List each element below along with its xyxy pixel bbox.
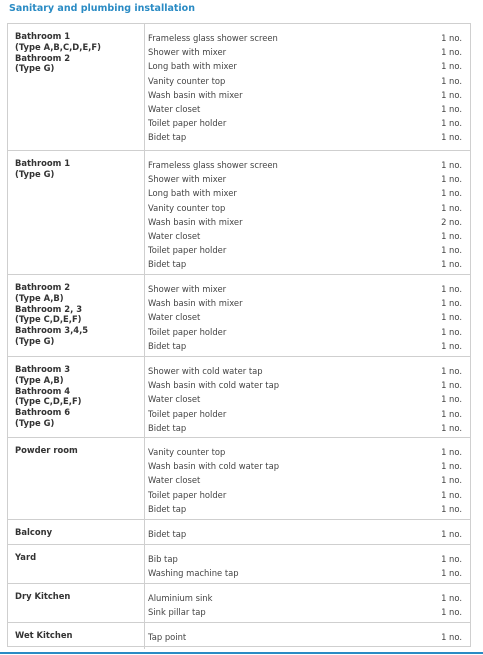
item-name: Shower with mixer xyxy=(148,284,227,294)
list-item xyxy=(148,229,462,243)
list-item xyxy=(148,257,462,271)
item-name: Bidet tap xyxy=(148,259,187,270)
list-item xyxy=(148,392,462,406)
list-item xyxy=(148,215,462,229)
room-cell xyxy=(8,24,145,150)
item-list xyxy=(148,527,462,541)
table-row xyxy=(8,24,470,150)
item-quantity: 1 no. xyxy=(441,103,462,114)
item-quantity: 1 no. xyxy=(441,75,462,86)
list-item xyxy=(148,364,462,378)
table-row xyxy=(8,544,470,584)
item-name: Frameless glass shower screen xyxy=(148,33,278,43)
list-item xyxy=(148,552,462,566)
item-quantity: 1 no. xyxy=(441,312,462,323)
item-list xyxy=(148,552,462,580)
item-name: Aluminium sink xyxy=(148,593,213,603)
table-row xyxy=(8,356,470,438)
item-list xyxy=(148,282,462,353)
room-label: Bathroom 1 (Type G) xyxy=(15,158,71,179)
room-label: Powder room xyxy=(15,445,78,455)
item-quantity: 1 no. xyxy=(441,366,462,376)
list-item xyxy=(148,172,462,186)
item-quantity: 1 no. xyxy=(441,475,462,486)
item-name: Long bath with mixer xyxy=(148,188,237,199)
item-name: Bidet tap xyxy=(148,422,187,433)
item-quantity: 1 no. xyxy=(441,503,462,514)
list-item xyxy=(148,186,462,200)
item-name: Shower with mixer xyxy=(148,174,227,185)
list-item xyxy=(148,130,462,144)
list-item xyxy=(148,102,462,116)
room-cell xyxy=(8,545,145,584)
list-item xyxy=(148,296,462,310)
list-item xyxy=(148,201,462,215)
item-name: Long bath with mixer xyxy=(148,61,237,72)
item-name: Vanity counter top xyxy=(148,202,226,213)
item-quantity: 1 no. xyxy=(441,33,462,43)
item-quantity: 1 no. xyxy=(441,259,462,270)
item-quantity: 1 no. xyxy=(441,529,462,539)
item-name: Water closet xyxy=(148,103,201,114)
item-name: Frameless glass shower screen xyxy=(148,160,278,170)
list-item xyxy=(148,310,462,324)
item-quantity: 1 no. xyxy=(441,461,462,472)
item-quantity: 1 no. xyxy=(441,160,462,170)
item-name: Water closet xyxy=(148,312,201,323)
list-item xyxy=(148,45,462,59)
item-list xyxy=(148,158,462,272)
table-row xyxy=(8,519,470,545)
item-quantity: 1 no. xyxy=(441,188,462,199)
item-quantity: 1 no. xyxy=(441,447,462,457)
table-row xyxy=(8,622,470,649)
item-quantity: 1 no. xyxy=(441,408,462,419)
item-quantity: 1 no. xyxy=(441,202,462,213)
item-list xyxy=(148,591,462,619)
list-item xyxy=(148,421,462,435)
item-list xyxy=(148,364,462,435)
list-item xyxy=(148,282,462,296)
item-name: Toilet paper holder xyxy=(148,118,227,129)
item-name: Sink pillar tap xyxy=(148,607,206,618)
item-name: Bidet tap xyxy=(148,132,187,143)
item-name: Water closet xyxy=(148,394,201,405)
item-quantity: 1 no. xyxy=(441,326,462,337)
item-name: Wash basin with mixer xyxy=(148,89,243,100)
room-label: Balcony xyxy=(15,527,53,537)
item-name: Washing machine tap xyxy=(148,568,239,579)
item-name: Wash basin with cold water tap xyxy=(148,380,280,391)
item-name: Toilet paper holder xyxy=(148,245,227,256)
item-name: Wash basin with mixer xyxy=(148,298,243,309)
item-name: Water closet xyxy=(148,475,201,486)
item-quantity: 1 no. xyxy=(441,554,462,564)
item-quantity: 1 no. xyxy=(441,230,462,241)
item-name: Vanity counter top xyxy=(148,447,226,457)
list-item xyxy=(148,630,462,644)
room-cell xyxy=(8,520,145,545)
item-name: Bidet tap xyxy=(148,340,187,351)
room-cell xyxy=(8,584,145,623)
item-quantity: 1 no. xyxy=(441,632,462,642)
list-item xyxy=(148,605,462,619)
item-name: Water closet xyxy=(148,230,201,241)
bottom-divider xyxy=(0,652,483,654)
list-item xyxy=(148,116,462,130)
item-name: Bib tap xyxy=(148,554,178,564)
room-cell xyxy=(8,357,145,438)
item-name: Toilet paper holder xyxy=(148,489,227,500)
list-item xyxy=(148,591,462,605)
item-quantity: 1 no. xyxy=(441,174,462,185)
item-name: Shower with cold water tap xyxy=(148,366,263,376)
list-item xyxy=(148,158,462,172)
room-label: Bathroom 1 (Type A,B,C,D,E,F) Bathroom 2 (Type G) xyxy=(15,31,101,74)
item-list xyxy=(148,445,462,516)
list-item xyxy=(148,31,462,45)
item-name: Bidet tap xyxy=(148,529,187,539)
item-name: Vanity counter top xyxy=(148,75,226,86)
item-quantity: 1 no. xyxy=(441,568,462,579)
room-cell xyxy=(8,623,145,649)
item-quantity: 2 no. xyxy=(441,216,462,227)
list-item xyxy=(148,459,462,473)
list-item xyxy=(148,527,462,541)
item-quantity: 1 no. xyxy=(441,489,462,500)
room-label: Bathroom 2 (Type A,B) Bathroom 2, 3 (Type C,D,E,F) Bathroom 3,4,5 (Type G) xyxy=(15,282,89,346)
item-quantity: 1 no. xyxy=(441,394,462,405)
list-item xyxy=(148,339,462,353)
room-cell xyxy=(8,438,145,520)
item-quantity: 1 no. xyxy=(441,61,462,72)
item-quantity: 1 no. xyxy=(441,284,462,294)
list-item xyxy=(148,378,462,392)
item-name: Toilet paper holder xyxy=(148,326,227,337)
list-item xyxy=(148,88,462,102)
item-quantity: 1 no. xyxy=(441,118,462,129)
list-item xyxy=(148,74,462,88)
list-item xyxy=(148,325,462,339)
item-quantity: 1 no. xyxy=(441,47,462,58)
list-item xyxy=(148,445,462,459)
item-quantity: 1 no. xyxy=(441,340,462,351)
room-label: Yard xyxy=(15,552,37,562)
item-list xyxy=(148,630,462,644)
table-row xyxy=(8,274,470,357)
list-item xyxy=(148,566,462,580)
item-quantity: 1 no. xyxy=(441,245,462,256)
list-item xyxy=(148,502,462,516)
list-item xyxy=(148,488,462,502)
list-item xyxy=(148,243,462,257)
list-item xyxy=(148,473,462,487)
item-list xyxy=(148,31,462,145)
item-quantity: 1 no. xyxy=(441,607,462,618)
room-label: Dry Kitchen xyxy=(15,591,71,601)
item-quantity: 1 no. xyxy=(441,132,462,143)
page-title: Sanitary and plumbing installation xyxy=(9,3,195,14)
item-name: Wash basin with cold water tap xyxy=(148,461,280,472)
item-name: Toilet paper holder xyxy=(148,408,227,419)
item-name: Bidet tap xyxy=(148,503,187,514)
item-name: Tap point xyxy=(148,632,187,642)
item-name: Wash basin with mixer xyxy=(148,216,243,227)
item-quantity: 1 no. xyxy=(441,89,462,100)
room-label: Wet Kitchen xyxy=(15,630,73,640)
table-row xyxy=(8,437,470,520)
item-quantity: 1 no. xyxy=(441,593,462,603)
room-cell xyxy=(8,275,145,357)
room-cell xyxy=(8,151,145,275)
item-quantity: 1 no. xyxy=(441,298,462,309)
table-row xyxy=(8,583,470,623)
list-item xyxy=(148,407,462,421)
room-label: Bathroom 3 (Type A,B) Bathroom 4 (Type C,D,E,F) Bathroom 6 (Type G) xyxy=(15,364,82,428)
list-item xyxy=(148,59,462,73)
item-quantity: 1 no. xyxy=(441,380,462,391)
item-quantity: 1 no. xyxy=(441,422,462,433)
table-row xyxy=(8,150,470,275)
installation-table xyxy=(7,23,471,647)
item-name: Shower with mixer xyxy=(148,47,227,58)
